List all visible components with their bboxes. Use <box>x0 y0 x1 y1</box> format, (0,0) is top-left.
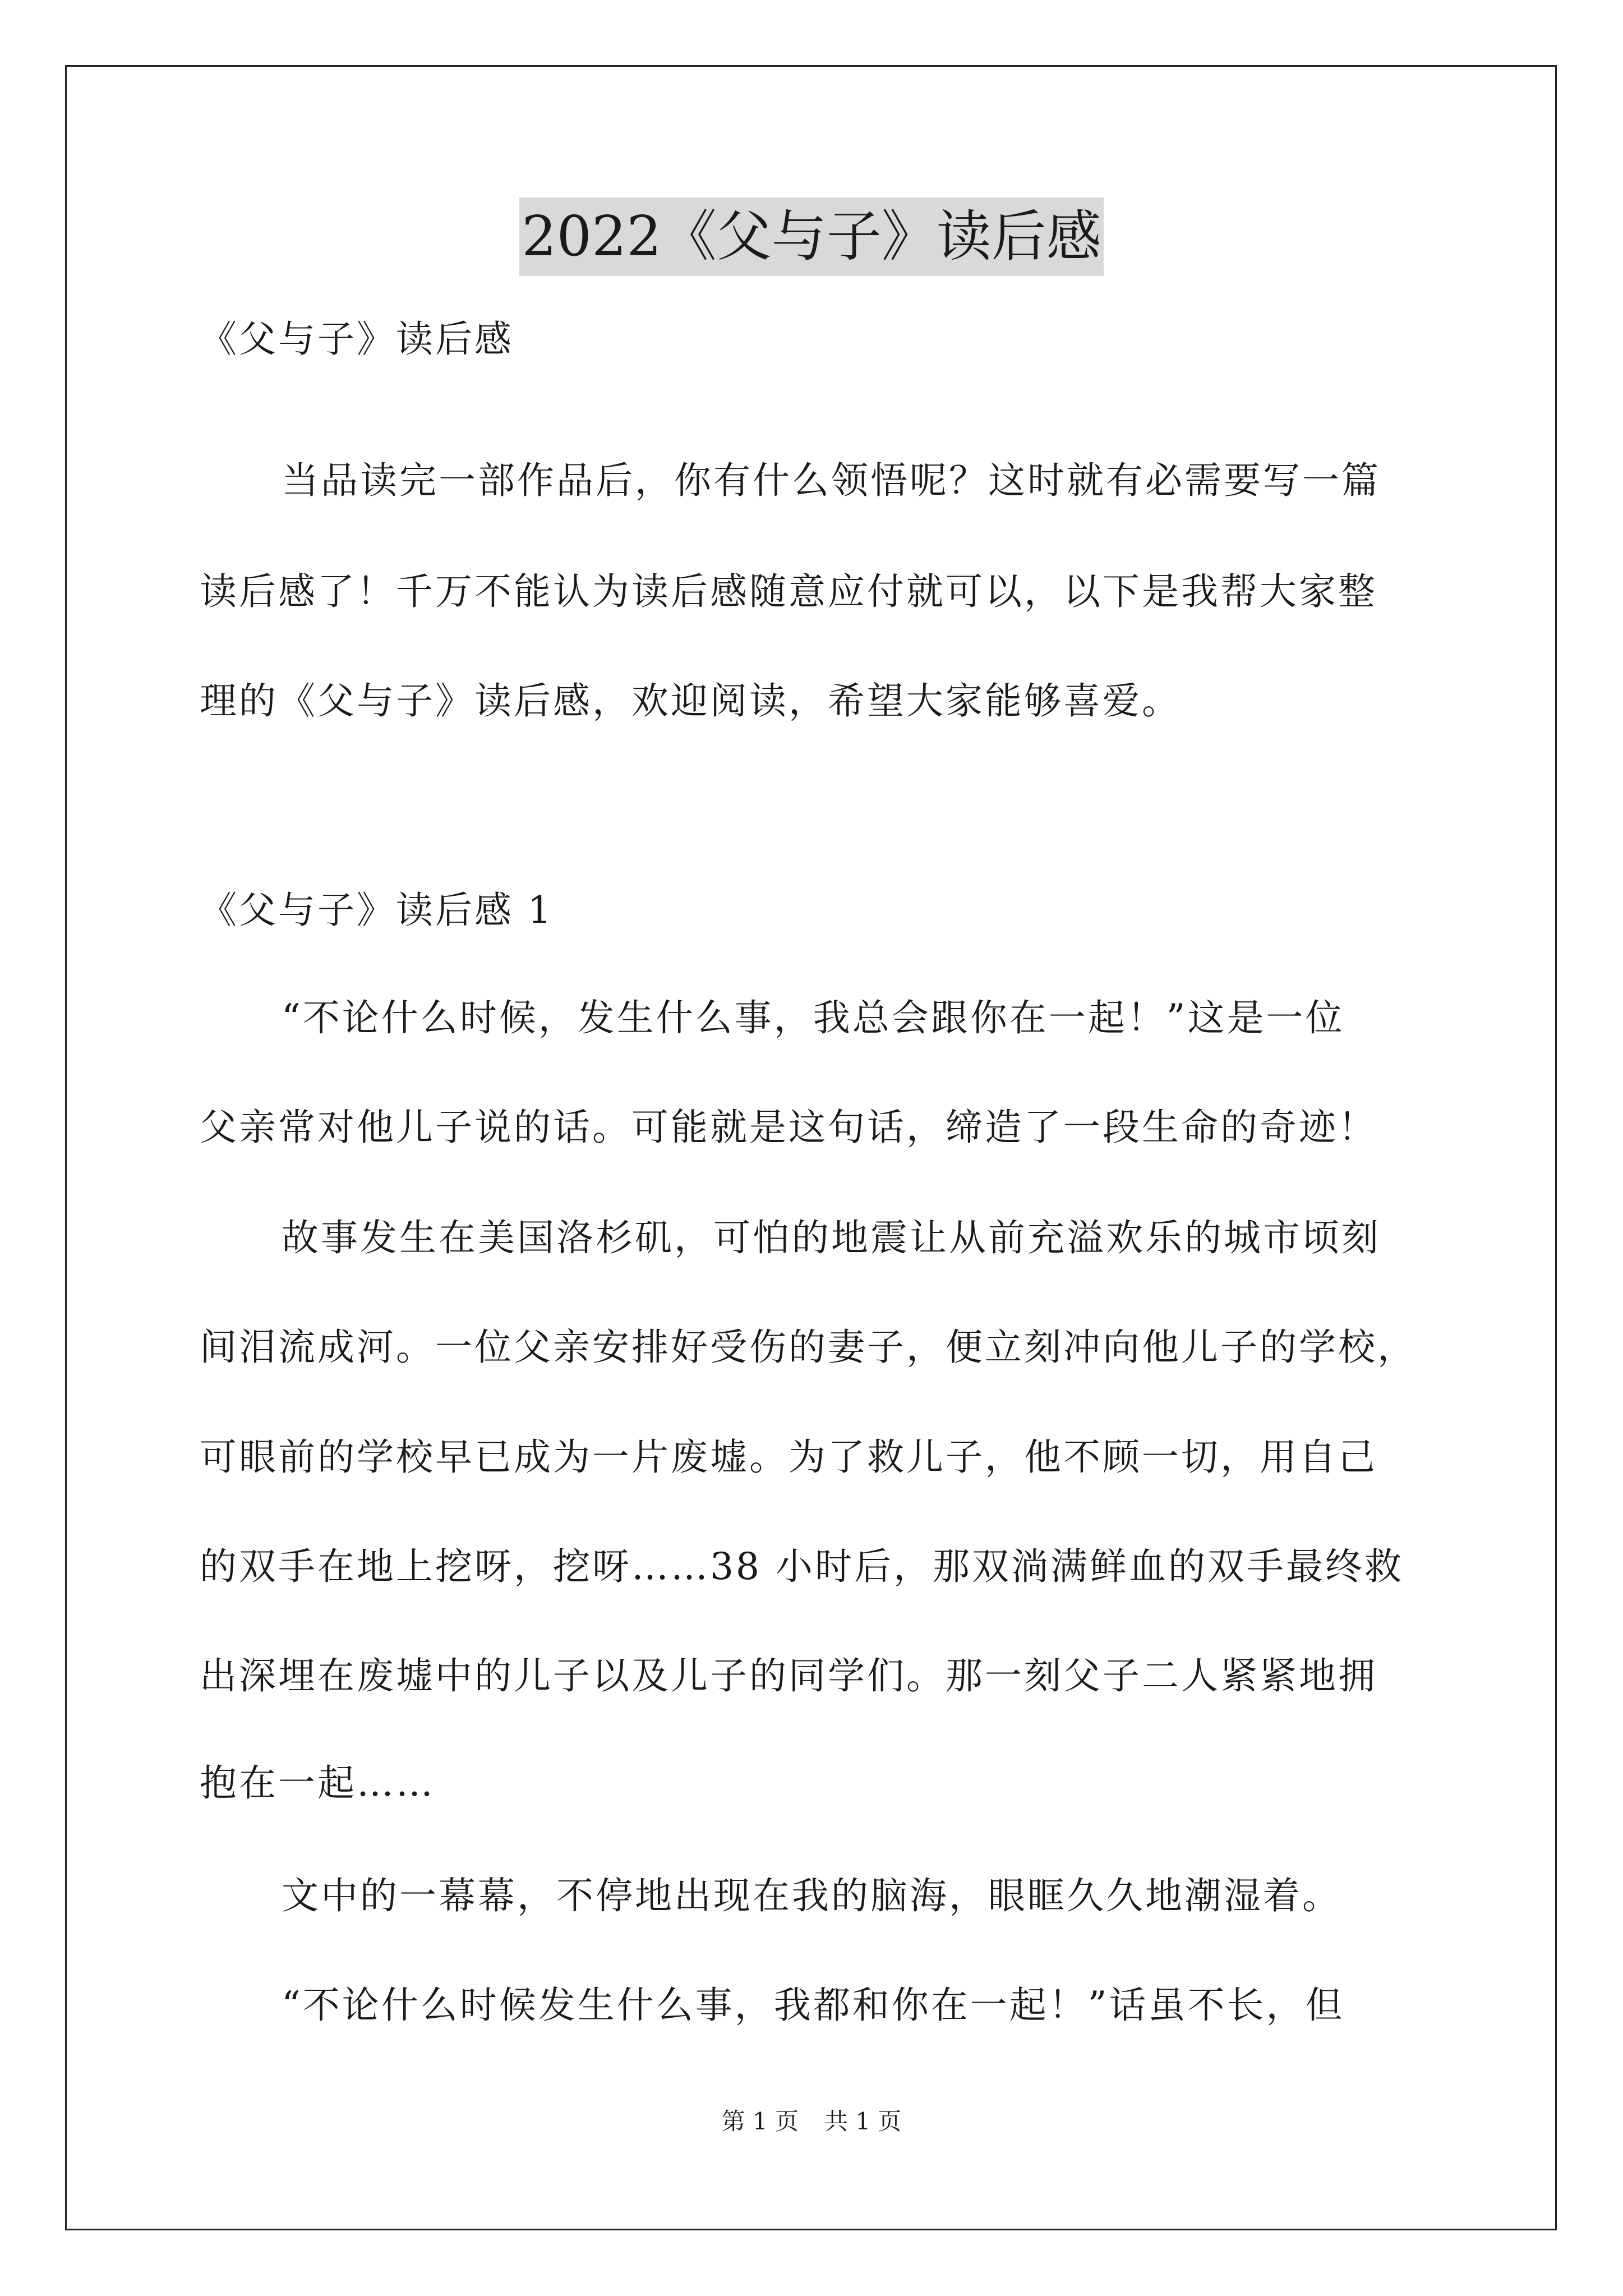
paragraph-line: 理的《父与子》读后感，欢迎阅读，希望大家能够喜爱。 <box>200 679 1181 723</box>
paragraph-line: 间泪流成河。一位父亲安排好受伤的妻子，便立刻冲向他儿子的学校， <box>200 1326 1417 1369</box>
section-heading: 《父与子》读后感 <box>200 318 514 361</box>
paragraph-line: “不论什么时候，发生什么事，我总会跟你在一起！”这是一位 <box>282 996 1345 1039</box>
title-container <box>0 197 1623 276</box>
paragraph-line: “不论什么时候发生什么事，我都和你在一起！”话虽不长，但 <box>282 1984 1345 2027</box>
paragraph-line: 可眼前的学校早已成为一片废墟。为了救儿子，他不顾一切，用自己 <box>200 1435 1377 1479</box>
paragraph-line: 读后感了！千万不能认为读后感随意应付就可以，以下是我帮大家整 <box>200 570 1377 613</box>
paragraph-line: 父亲常对他儿子说的话。可能就是这句话，缔造了一段生命的奇迹！ <box>200 1106 1377 1149</box>
paragraph-line: 文中的一幕幕，不停地出现在我的脑海，眼眶久久地潮湿着。 <box>282 1874 1341 1917</box>
document-title: 2022《父与子》读后感 <box>519 197 1103 276</box>
paragraph-line: 出深埋在废墟中的儿子以及儿子的同学们。那一刻父子二人紧紧地拥 <box>200 1654 1377 1697</box>
page-footer <box>0 2105 1623 2138</box>
paragraph-line: 的双手在地上挖呀，挖呀……38 小时后，那双淌满鲜血的双手最终救 <box>200 1545 1404 1588</box>
section-heading: 《父与子》读后感 1 <box>200 889 554 932</box>
paragraph-line: 故事发生在美国洛杉矶，可怕的地震让从前充溢欢乐的城市顷刻 <box>282 1216 1381 1259</box>
page-number: 第 1 页 <box>721 2108 799 2135</box>
page-total: 共 1 页 <box>824 2108 902 2135</box>
paragraph-line: 抱在一起…… <box>200 1761 435 1805</box>
paragraph-line: 当品读完一部作品后，你有什么领悟呢？这时就有必需要写一篇 <box>282 459 1381 502</box>
